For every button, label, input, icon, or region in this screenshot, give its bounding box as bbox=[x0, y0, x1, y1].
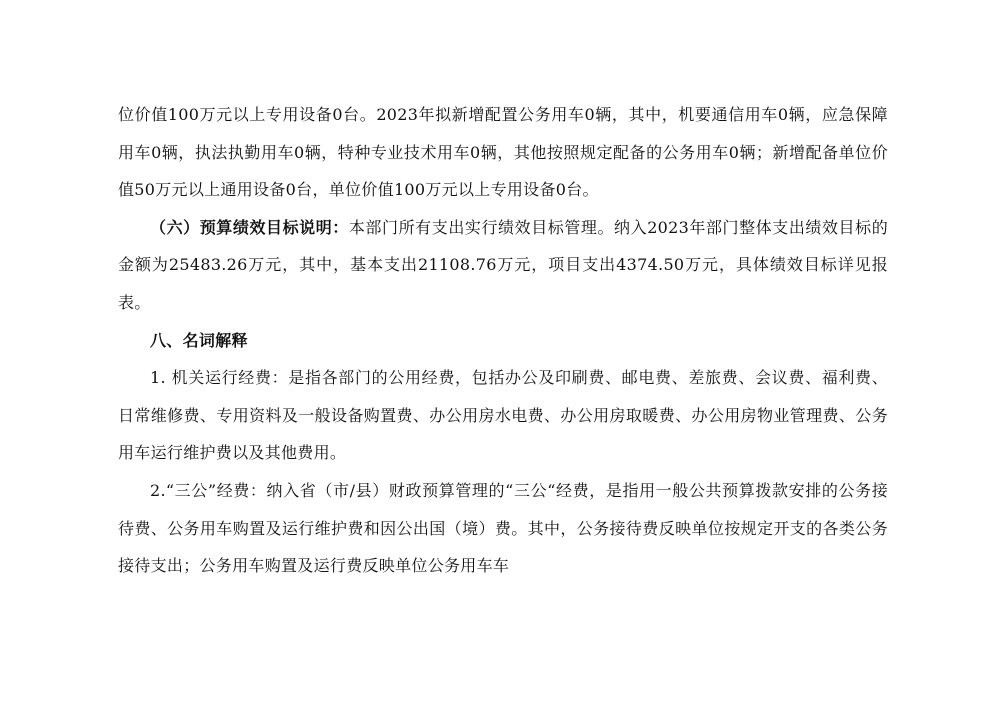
paragraph-performance-goals bbox=[118, 209, 888, 322]
paragraph-vehicle-config: 位价值100万元以上专用设备0台。2023年拟新增配置公务用车0辆，其中，机要通信用车0辆，应急保障用车0辆，执法执勤用车0辆，特种专业技术用车0辆，其他按照规定配备的公务用车0辆；新增配备单位价值50万元以上通用设备0台，单位价值100万元以上专用设备0台。 bbox=[118, 105, 888, 200]
paragraph-glossary-item-2: 2.“三公”经费：纳入省（市/县）财政预算管理的“三公“经费，是指用一般公共预算拨款安排的公务接待费、公务用车购置及运行维护费和因公出国（境）费。其中，公务接待费反映单位按规定开支的各类公务接待支出；公务用车购置及运行费反映单位公务用车车 bbox=[118, 480, 888, 576]
document-body bbox=[118, 96, 888, 585]
section-heading-glossary: 八、名词解释 bbox=[150, 330, 248, 350]
paragraph-lead-title: （六）预算绩效目标说明： bbox=[150, 217, 349, 237]
paragraph-body-text: 本部门所有支出实行绩效目标管理。纳入2023年部门整体支出绩效目标的金额为25483.26万元，其中，基本支出21108.76万元，项目支出4374.50万元，具体绩效目标详见报表。 bbox=[118, 217, 889, 312]
paragraph-glossary-item-1: 1. 机关运行经费：是指各部门的公用经费，包括办公及印刷费、邮电费、差旅费、会议费、福利费、日常维修费、专用资料及一般设备购置费、办公用房水电费、办公用房取暖费、办公用房物业管理费、公务用车运行维护费以及其他费用。 bbox=[118, 368, 888, 463]
